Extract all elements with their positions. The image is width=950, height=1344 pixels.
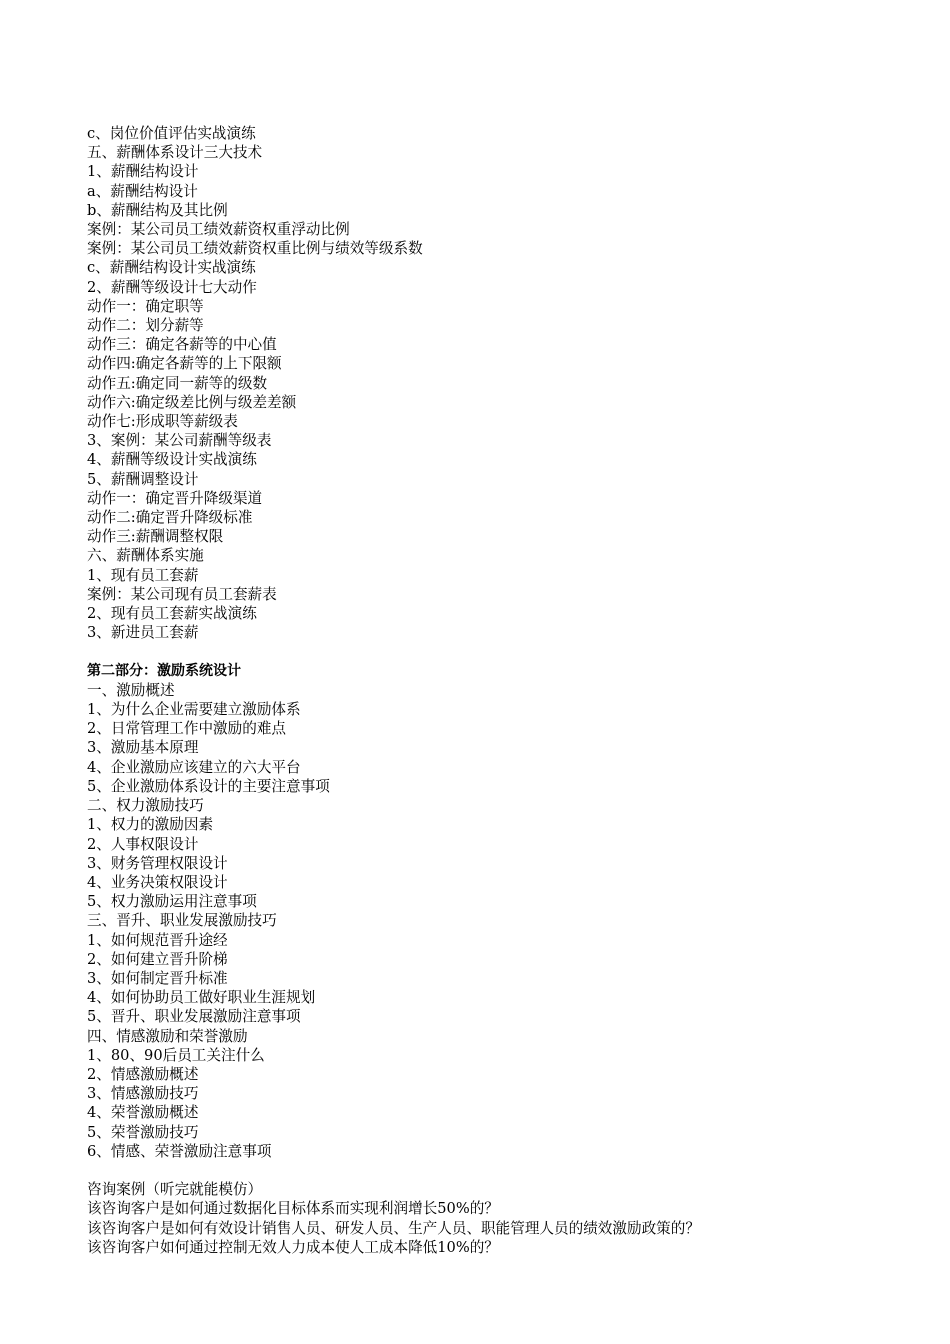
text-line: 2、薪酬等级设计七大动作 (87, 278, 257, 296)
text-line: c、薪酬结构设计实战演练 (87, 259, 256, 277)
text-line: 2、情感激励概述 (87, 1065, 199, 1083)
text-line: 六、薪酬体系实施 (87, 547, 204, 565)
text-line: 动作七:形成职等薪级表 (87, 413, 238, 431)
text-line: 动作四:确定各薪等的上下限额 (87, 355, 282, 373)
text-line: 该咨询客户如何通过控制无效人力成本使人工成本降低10%的？ (87, 1238, 499, 1256)
text-line: 三、晋升、职业发展激励技巧 (87, 912, 277, 930)
text-line: 5、荣誉激励技巧 (87, 1123, 199, 1141)
text-line: 4、如何协助员工做好职业生涯规划 (87, 989, 316, 1007)
text-line: 动作二：划分薪等 (87, 317, 204, 335)
text-line: 动作一：确定晋升降级渠道 (87, 489, 263, 507)
consulting-cases-section (87, 1180, 907, 1257)
text-line: 2、人事权限设计 (87, 835, 199, 853)
text-line: 2、日常管理工作中激励的难点 (87, 720, 287, 738)
text-line: 3、新进员工套薪 (87, 624, 199, 642)
text-line: 动作三:薪酬调整权限 (87, 528, 224, 546)
part2-heading: 第二部分：激励系统设计 (87, 662, 241, 679)
text-line: 4、薪酬等级设计实战演练 (87, 451, 257, 469)
text-line: b、薪酬结构及其比例 (87, 201, 228, 219)
text-line: 二、权力激励技巧 (87, 797, 204, 815)
text-line: 该咨询客户是如何有效设计销售人员、研发人员、生产人员、职能管理人员的绩效激励政策的？ (87, 1219, 700, 1237)
text-line: a、薪酬结构设计 (87, 182, 198, 200)
text-line: 1、为什么企业需要建立激励体系 (87, 701, 301, 719)
document-page (87, 124, 907, 1257)
text-line: 1、权力的激励因素 (87, 816, 214, 834)
text-line: 该咨询客户是如何通过数据化目标体系而实现利润增长50%的？ (87, 1200, 499, 1218)
text-line: 5、晋升、职业发展激励注意事项 (87, 1008, 301, 1026)
text-line: 3、财务管理权限设计 (87, 854, 228, 872)
text-line: 3、案例：某公司薪酬等级表 (87, 432, 272, 450)
text-line: 1、80、90后员工关注什么 (87, 1046, 265, 1064)
text-line: 3、激励基本原理 (87, 739, 199, 757)
text-line: 2、现有员工套薪实战演练 (87, 605, 257, 623)
text-line: 4、业务决策权限设计 (87, 873, 228, 891)
text-line: c、岗位价值评估实战演练 (87, 125, 256, 142)
text-line: 2、如何建立晋升阶梯 (87, 950, 228, 968)
text-line: 1、现有员工套薪 (87, 566, 199, 584)
text-line: 案例：某公司员工绩效薪资权重浮动比例 (87, 221, 350, 239)
text-line: 4、荣誉激励概述 (87, 1104, 199, 1122)
text-line: 案例：某公司现有员工套薪表 (87, 585, 277, 603)
text-line: 5、企业激励体系设计的主要注意事项 (87, 777, 330, 795)
text-line: 5、权力激励运用注意事项 (87, 893, 257, 911)
text-line: 6、情感、荣誉激励注意事项 (87, 1142, 272, 1160)
text-line: 3、情感激励技巧 (87, 1085, 199, 1103)
text-line: 动作五:确定同一薪等的级数 (87, 374, 268, 392)
blank-line (87, 642, 907, 661)
text-line: 3、如何制定晋升标准 (87, 969, 228, 987)
text-line: 四、情感激励和荣誉激励 (87, 1027, 248, 1045)
text-line: 4、企业激励应该建立的六大平台 (87, 758, 301, 776)
text-line: 5、薪酬调整设计 (87, 470, 199, 488)
blank-line (87, 1161, 907, 1180)
text-line: 动作二:确定晋升降级标准 (87, 509, 253, 527)
text-line: 一、激励概述 (87, 681, 175, 699)
text-line: 动作一：确定职等 (87, 297, 204, 315)
salary-system-section (87, 124, 907, 642)
text-line: 案例：某公司员工绩效薪资权重比例与绩效等级系数 (87, 240, 423, 258)
text-line: 动作三：确定各薪等的中心值 (87, 336, 277, 354)
text-line: 1、薪酬结构设计 (87, 163, 199, 181)
text-line: 咨询案例（听完就能模仿） (87, 1181, 263, 1199)
text-line: 动作六:确定级差比例与级差差额 (87, 393, 297, 411)
text-line: 1、如何规范晋升途经 (87, 931, 228, 949)
incentive-system-section (87, 681, 907, 1161)
text-line: 五、薪酬体系设计三大技术 (87, 144, 263, 162)
